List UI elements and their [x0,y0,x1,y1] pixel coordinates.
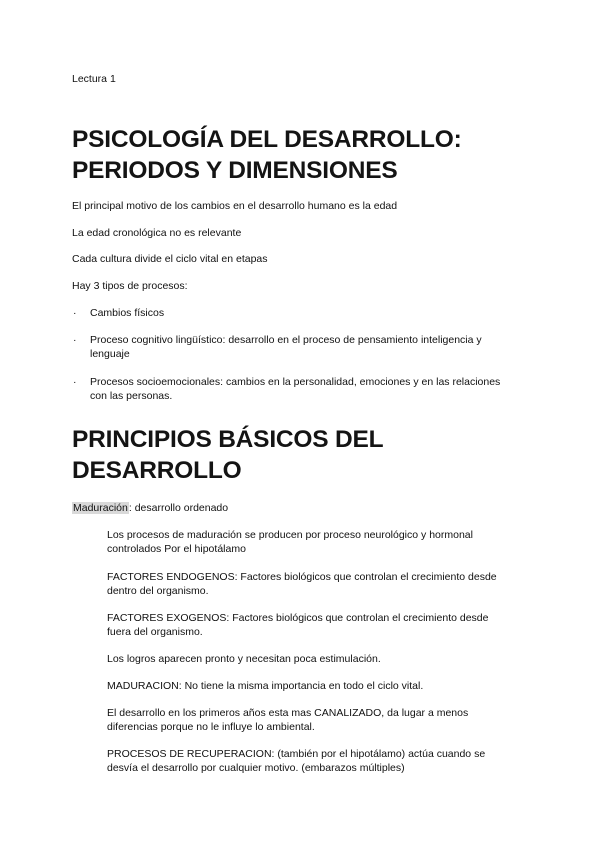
intro-paragraph: El principal motivo de los cambios en el desarrollo humano es la edad [72,200,398,212]
bullet-item: Procesos socioemocionales: cambios en la personalidad, emociones y en las relaciones [90,376,501,388]
bullet-marker: · [73,307,77,319]
detail-paragraph: Los procesos de maduración se producen por proceso neurológico y hormonal [107,529,473,541]
heading-psicologia-line2: PERIODOS Y DIMENSIONES [72,157,398,184]
intro-paragraph: Hay 3 tipos de procesos: [72,280,188,292]
heading-principios-line2: DESARROLLO [72,457,242,484]
heading-principios-line1: PRINCIPIOS BÁSICOS DEL [72,426,384,453]
bullet-item: Proceso cognitivo lingüístico: desarrollo en el proceso de pensamiento inteligencia y [90,334,482,346]
heading-psicologia-line1: PSICOLOGÍA DEL DESARROLLO: [72,126,462,153]
intro-paragraph: Cada cultura divide el ciclo vital en etapas [72,253,268,265]
detail-paragraph: El desarrollo en los primeros años esta mas CANALIZADO, da lugar a menos [107,707,469,719]
bullet-item-continuation: lenguaje [90,348,130,360]
maduracion-term-highlight: Maduración [73,502,128,514]
lectura-label: Lectura 1 [72,73,116,85]
detail-paragraph: PROCESOS DE RECUPERACION: (también por el hipotálamo) actúa cuando se [107,748,486,760]
detail-paragraph: FACTORES ENDOGENOS: Factores biológicos que controlan el crecimiento desde [107,571,497,583]
detail-paragraph-continuation: fuera del organismo. [107,626,203,638]
bullet-marker: · [73,376,77,388]
detail-paragraph-continuation: desvía el desarrollo por cualquier motivo. (embarazos múltiples) [107,762,405,774]
detail-paragraph-continuation: dentro del organismo. [107,585,209,597]
detail-paragraph-continuation: diferencias porque no le influye lo ambiental. [107,721,315,733]
detail-paragraph-continuation: controlados Por el hipotálamo [107,543,246,555]
bullet-marker: · [73,334,77,346]
intro-paragraph: La edad cronológica no es relevante [72,227,242,239]
bullet-item: Cambios físicos [90,307,165,319]
detail-paragraph: MADURACION: No tiene la misma importancia en todo el ciclo vital. [107,680,424,692]
bullet-item-continuation: con las personas. [90,390,173,402]
maduracion-line [72,501,228,515]
detail-paragraph: Los logros aparecen pronto y necesitan poca estimulación. [107,653,381,665]
maduracion-definition: : desarrollo ordenado [128,502,229,514]
detail-paragraph: FACTORES EXOGENOS: Factores biológicos que controlan el crecimiento desde [107,612,489,624]
